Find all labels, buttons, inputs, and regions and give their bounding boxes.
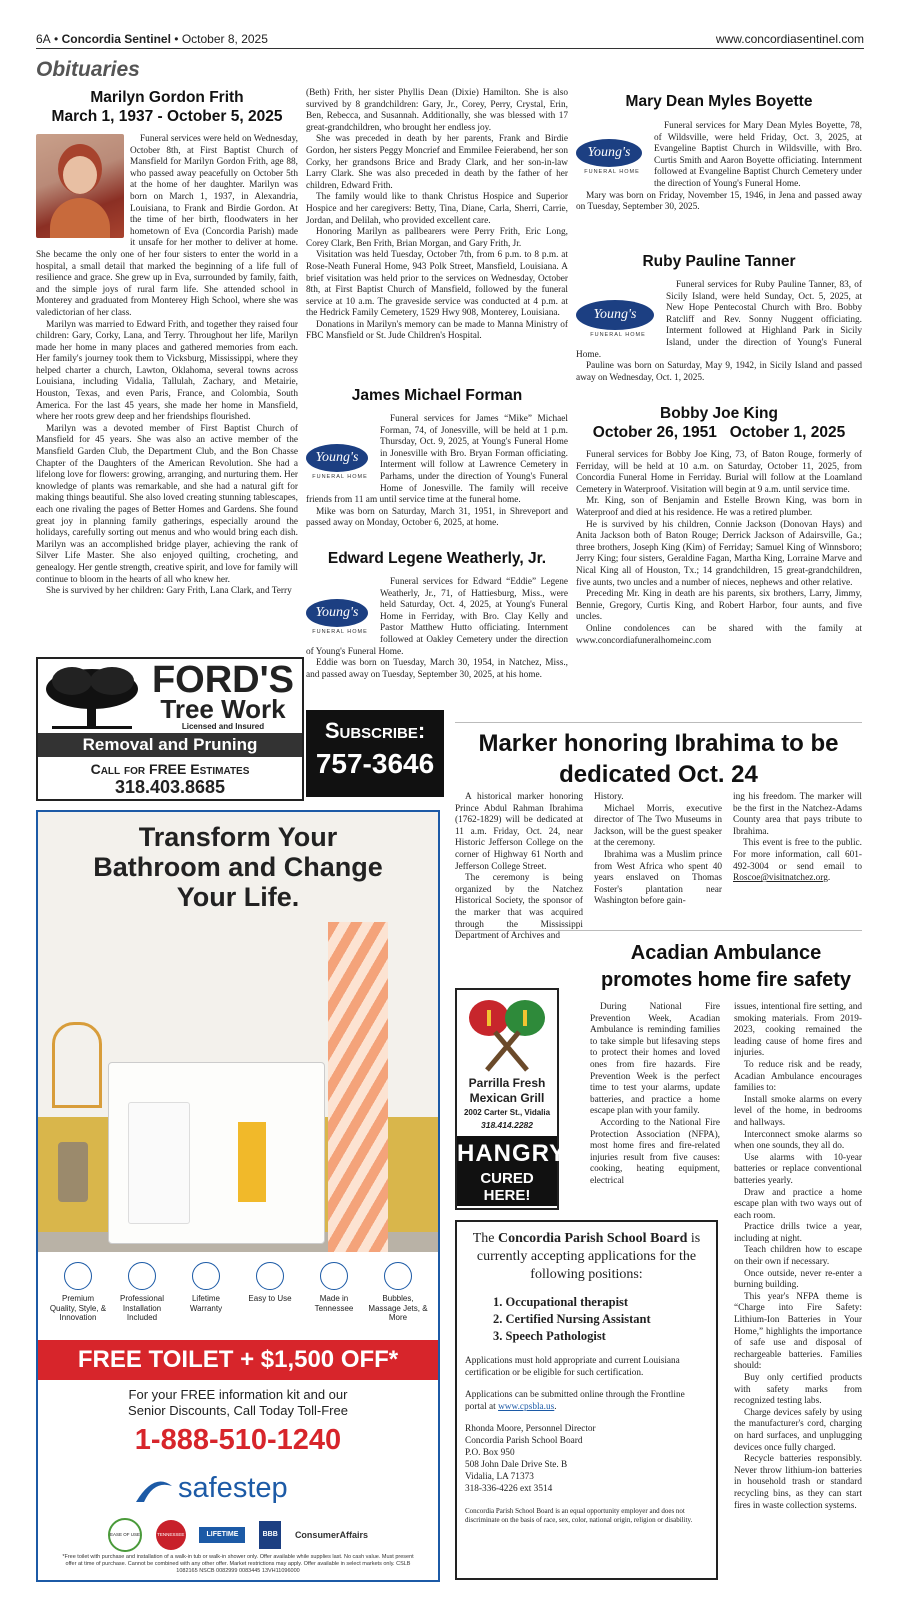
obit-paragraph: Mary was born on Friday, November 15, 1946, in Jena and passed away on Tuesday, September 30, 2025. [576, 190, 862, 213]
tree-icon [42, 663, 142, 731]
obit-paragraph: Mr. King, son of Benjamin and Estelle Brown King, was born in Waterproof and died at his residence. He was a retired plumber. [576, 496, 862, 518]
obit-paragraph: Preceding Mr. King in death are his parents, six brothers, Larry, Jimmy, Bennie, Gregory, Curtis King, and Robert Harbor, four aunts, and five uncles. [576, 589, 862, 623]
feature-item: Easy to Use [240, 1262, 300, 1323]
article-paragraph: Charge devices safely by using the manufacturer's cord, charging on hard surfaces, and unplugging devices once fully charged. [734, 1407, 862, 1453]
obit-title: Mary Dean Myles Boyette [625, 93, 813, 110]
obit-paragraph: Mike was born on Saturday, March 31, 1951, in Shreveport and passed away on Monday, October 6, 2025, at home. [306, 506, 568, 529]
fords-call-text: Call for FREE Estimates [90, 761, 250, 777]
bathtub-icon [384, 1262, 412, 1290]
marker-col-3: ing his freedom. The marker will be the first in the Natchez-Adams County area that pays tribute to Ibrahima. This event is free to the public. For more information, call 601-492-3004 or send email to Roscoe@visitnatchez.org. [733, 792, 862, 884]
youngs-funeral-logo: Young's FUNERAL HOME [306, 599, 374, 639]
obit-paragraph: Eddie was born on Tuesday, March 30, 1954, in Natchez, Miss., and passed away on Tuesday, September 30, 2025, at his home. [306, 658, 568, 680]
obit-paragraph: Funeral services for Ruby Pauline Tanner, 83, of Sicily Island, were held Sunday, Oct. 5, 2025, at New Hope Pentecostal Church with Bro. Bobby Ratcliff and Rev. Sonny Nuggent officiating. Interment followed at Highland Park in Sicily Island, under the direction of Young's Funeral Home. [576, 280, 862, 360]
feature-item: Lifetime Warranty [176, 1262, 236, 1323]
safestep-phone[interactable]: 1-888-510-1240 [134, 1424, 342, 1456]
positions-list [493, 1294, 708, 1345]
obit-king [576, 404, 862, 647]
article-paragraph: Buy only certified products with safety marks from recognized testing labs. [734, 1373, 862, 1407]
fords-tree-work-ad[interactable] [36, 657, 304, 801]
online-apply: Applications can be submitted online through the Frontline portal at www.cpsbla.us. [465, 1390, 685, 1412]
article-paragraph: This event is free to the public. For more information, call 601-492-3004 or send email to [733, 838, 862, 872]
obit-title: Marilyn Gordon Frith [90, 89, 244, 106]
feature-row [48, 1262, 428, 1323]
article-paragraph: Michael Morris, executive director of The Two Museums in Jackson, will be the guest speaker at the ceremony. [594, 803, 722, 849]
portrait-photo [36, 134, 124, 238]
page-header [36, 30, 864, 49]
fords-service-band: Removal and Pruning [38, 733, 302, 757]
obit-paragraph: Funeral services were held on Wednesday, October 8th, at First Baptist Church of Mansfield for Marilyn Gordon Frith, age 88, who passed away peacefully on October 5th at the home of her daughter. Marilyn was born on March 1, 1937, in Alexandria, Louisiana, to Frank and Birdie Gordon. At the time of her birth, floodwaters in her hometown of Eva (Concordia Parish) made it unsafe for her mother to deliver at home. She became the only one of her four sisters to enter the world in a hospital, a small detail that marked the beginning of a life full of resilience and grace. She grew up in Eva, surrounded by family, faith, and the simple joys of rural farm life. She attended school in Monterey and graduated from Monterey High School, where she was valedictorian of her class. [36, 134, 298, 318]
acadian-headline: Acadian Ambulance promotes home fire safety [600, 942, 852, 991]
eoe-statement: Concordia Parish School Board is an equal opportunity employer and does not discriminate on the basis of race, sex, color, national origin, religion or disability. [465, 1507, 693, 1524]
subscribe-ad[interactable] [306, 710, 444, 797]
email-link[interactable]: Roscoe@visitnatchez.org [733, 873, 828, 884]
obit-weatherly [306, 549, 568, 681]
marker-col-1 [455, 792, 583, 943]
thumbs-up-icon [256, 1262, 284, 1290]
position-item: 3. Speech Pathologist [493, 1329, 606, 1343]
divider [455, 930, 862, 931]
acadian-col-2 [734, 1002, 862, 1512]
swoosh-icon [134, 1476, 174, 1508]
feature-item: Bubbles, Massage Jets, & More [368, 1262, 428, 1323]
shower-curtain [328, 922, 388, 1252]
offer-banner: FREE TOILET + $1,500 OFF* [38, 1340, 438, 1380]
feature-item: Made in Tennessee [304, 1262, 364, 1323]
bbb-badge: BBB [259, 1521, 281, 1549]
parrilla-address: 2002 Carter St., Vidalia [463, 1108, 551, 1117]
article-paragraph: Interconnect smoke alarms so when one sounds, they all do. [734, 1129, 862, 1152]
portal-link[interactable]: www.cpsbla.us [498, 1402, 555, 1412]
article-paragraph: During National Fire Prevention Week, Acadian Ambulance is reminding families to take simple but lifesaving steps to protect their homes and loved ones from fire hazards. Fire Prevention Week is the perfect time to test your alarms, update batteries, and practice a home escape plan with your family. [590, 1002, 720, 1117]
safestep-ad[interactable] [36, 810, 440, 1582]
obit-title: James Michael Forman [351, 387, 523, 404]
wrench-icon [128, 1262, 156, 1290]
obit-boyette [576, 92, 862, 214]
obit-paragraph: She was preceded in death by her parents, Frank and Birdie Gordon, her sisters Peggy Moncrief and Emmilee Feierabend, her son Corky, her grandsons Brice and Brady Clark, and her son-in-law Larry Clark. She was also preceded in death by the father of her children, Edward Frith. [306, 134, 568, 191]
header-left: 6A • Concordia Sentinel • October 8, 2025 [36, 32, 268, 46]
obit-paragraph: He is survived by his children, Connie Jackson (Donovan Hays) and Anita Jackson both of Baton Rouge; Derrick Jackson of Adairsville, Ga.; three brothers, Joseph King (Kim) of Ferriday; Samuel King of Winnsboro; Jerry King; four sisters, Geraldine Fagan, Martha King, Lorraine Marve and Nical King all of Houston, Tx.; 14 grandchildren, 15 great-grandchildren, five aunts, two uncles and a number of nieces, nephews and other relative. [576, 519, 862, 588]
article-paragraph: Once outside, never re-enter a burning building. [734, 1268, 862, 1291]
article-paragraph: ing his freedom. The marker will be the first in the Natchez-Adams County area that pays tribute to Ibrahima. [733, 792, 862, 837]
fine-print: *Free toilet with purchase and installation of a walk-in tub or walk-in shower only. Offer available while supplies last. No cash value. Must present offer at time of purchase. Cannot be combined with any other offer. Market restrictions may apply. Offer available in select markets only. CSLB 1082165 NSCB 0082999 0083445 13VH11096000 [62, 1554, 414, 1574]
tennessee-map-icon [320, 1262, 348, 1290]
warranty-icon [192, 1262, 220, 1290]
school-board-ad [455, 1220, 718, 1580]
obit-paragraph: Donations in Marilyn's memory can be made to Manna Ministry of FBC Mansfield or St. Jude Children's Hospital. [306, 319, 568, 342]
parrilla-ad[interactable] [455, 988, 567, 1210]
parrilla-phone[interactable]: 318.414.2282 [481, 1120, 533, 1130]
obit-paragraph: Online condolences can be shared with the family at www.concordiafuneralhomeinc.com [576, 623, 862, 646]
obit-paragraph: Pauline was born on Saturday, May 9, 1942, in Sicily Island and passed away on Wednesday, Oct. 1, 2025. [576, 361, 862, 383]
article-paragraph: issues, intentional fire setting, and smoking materials. From 2019-2023, cooking remained the leading cause of home fires and injuries. [734, 1002, 862, 1059]
article-paragraph: Use alarms with 10-year batteries or replace conventional batteries yearly. [734, 1152, 862, 1186]
obit-paragraph: (Beth) Frith, her sister Phyllis Dean (Dixie) Hamilton. She is also survived by 8 grandchildren: Gary, Jr., Corey, Perry, Crystal, Erin, Ben, Rebecca, and Susannah. Additionally, she was blessed with 17 great-grandchildren, who brought her endless joy. [306, 88, 568, 133]
article-paragraph: History. [594, 792, 624, 802]
obit-paragraph: Honoring Marilyn as pallbearers were Perry Frith, Eric Long, Corey Clark, Ben Frith, Brian Morgan, and Gary Frith, Jr. [306, 227, 568, 249]
obit-paragraph: Visitation was held Tuesday, October 7th, from 6 p.m. to 8 p.m. at Rose-Neath Funeral Home, 943 Polk Street, Mansfield, Louisiana. A brief visitation was held prior to the services on Wednesday, October 8th, at First Baptist Church of Mansfield, followed by the funeral service at 10 a.m. The graveside service was conducted at 4 p.m. at the Hedrick Family Cemetery, 1529 Hwy 908, Monterey, Louisiana. [306, 250, 568, 319]
parrilla-slogan: HANGRY CURED HERE! [457, 1136, 557, 1206]
feature-item: Premium Quality, Style, & Innovation [48, 1262, 108, 1323]
safestep-logo: safestep [134, 1472, 344, 1512]
parrilla-name: Parrilla Fresh Mexican Grill [468, 1076, 546, 1105]
article-paragraph: The ceremony is being organized by the Natchez Historical Society, the sponsor of the marker that was acquired through the Mississippi Department of Archives and [455, 873, 583, 942]
position-item: 1. Occupational therapist [493, 1295, 629, 1309]
article-paragraph: Install smoke alarms on every level of the home, in bedrooms and hallways. [734, 1094, 862, 1128]
marker-headline: Marker honoring Ibrahima to be dedicated Oct. 24 [478, 730, 839, 788]
fords-name: FORD'S [151, 659, 295, 701]
article-paragraph: To reduce risk and be ready, Acadian Ambulance encourages families to: [734, 1059, 862, 1094]
article-paragraph: Ibrahima was a Muslim prince from West Africa who spent 40 years enslaved on Thomas Foster's plantation near Washington before gain- [594, 849, 722, 907]
info-text: For your FREE information kit and our Senior Discounts, Call Today Toll-Free [128, 1387, 348, 1418]
obit-dates: October 26, 1951 October 1, 2025 [592, 424, 846, 441]
ease-of-use-badge: EASE OF USE [108, 1518, 142, 1552]
obit-frith-continued [306, 88, 568, 343]
section-title: Obituaries [36, 58, 140, 81]
subscribe-label: Subscribe: [324, 718, 426, 743]
contact-block: Rhonda Moore, Personnel Director Concordia Parish School Board P.O. Box 950 508 John Dale Drive Ste. B Vidalia, LA 71373 318-336-4226 ext 3514 [465, 1424, 596, 1494]
obit-forman [306, 386, 568, 530]
lifetime-badge: LIFETIME [199, 1527, 245, 1543]
subscribe-phone[interactable]: 757-3646 [315, 748, 435, 779]
acadian-col-1 [590, 1002, 720, 1188]
fords-license: Licensed and Insured [181, 722, 265, 731]
youngs-funeral-logo: Young's FUNERAL HOME [306, 444, 374, 484]
fords-phone[interactable]: 318.403.8685 [114, 777, 226, 797]
position-item: 2. Certified Nursing Assistant [493, 1312, 651, 1326]
article-paragraph: Draw and practice a home escape plan with two ways out of each room. [734, 1187, 862, 1221]
obit-paragraph: The family would like to thank Christus Hospice and Superior Hospice and her caregivers: Betty, Tina, Diane, Carla, Sherri, Carrie, Jordan, and Delilah, who provided excellent care. [306, 192, 568, 226]
youngs-funeral-logo: Young's FUNERAL HOME [576, 139, 648, 179]
article-paragraph: This year's NFPA theme is “Charge into Fire Safety: Lithium-Ion Batteries in Your Home,” highlights the importance of safe use and disposal of rechargeable batteries. Families should: [734, 1291, 862, 1372]
article-paragraph: A historical marker honoring Prince Abdul Rahman Ibrahima (1762-1829) will be dedicated at 11 a.m. Friday, Oct. 24, near Historic Jefferson College on the corner of Highway 61 North and Jefferson College Street. [455, 792, 583, 872]
obit-dates: March 1, 1937 - October 5, 2025 [51, 108, 283, 125]
article-paragraph: According to the National Fire Protection Association (NFPA), most home fires and fire-related injuries result from five causes: cooking, heating equipment, electrical [590, 1117, 720, 1186]
safestep-headline: Transform Your Bathroom and Change Your Life. [93, 822, 383, 912]
maracas-icon [465, 994, 549, 1074]
article-paragraph: Teach children how to escape on their own if necessary. [734, 1245, 862, 1268]
school-intro: The Concordia Parish School Board is currently accepting applications for the following positions: [472, 1231, 701, 1282]
article-paragraph: Recycle batteries responsibly. Never throw lithium-ion batteries in household trash or standard recycling bins, as they can start fires in waste collection systems. [734, 1454, 862, 1511]
article-paragraph: Practice drills twice a year, including at night. [734, 1222, 862, 1244]
obit-paragraph: Marilyn was a devoted member of First Baptist Church of Mansfield for 45 years. She was also an active member of the Mansfield Garden Club, the Department Club, and the Bon Chasse Chapter of the Daughters of the American Revolution. She had a lifelong love for flowers: growing, arranging, and nurturing them. Her knowledge of plants was remarkable, and she had a natural gift for making things beautiful. She also loved creating stunning tablescapes, each one rivaling the pages of Better Homes and Gardens. She found great joy in planning family gatherings, especially around the holidays, carefully sorting out menus and who would bring each dish. Marilyn was an accomplished bridge player, achieving the rank of Silver Life Master. She also enjoyed quilting, crocheting, and genealogy. Her gentle strength, creative spirit, and love for family will continue to bloom in the hearts of all who knew her. [36, 423, 298, 585]
obit-title: Bobby Joe King [660, 405, 778, 422]
marker-col-2 [594, 792, 722, 908]
fords-tagline: Tree Work [160, 694, 286, 724]
obit-title: Ruby Pauline Tanner [642, 253, 796, 270]
badge-row [108, 1518, 368, 1552]
obit-paragraph: Marilyn was married to Edward Frith, and together they raised four children: Gary, Corky, Lana, and Terry. Throughout her life, Marilyn made her home in many places and gathered memories from each. Her family's journey took them to Vicksburg, Mississippi, where they helped charter a church, Lawton, Oklahoma, several towns across Louisiana, including Vidalia, Tallulah, Zachary, and Metairie, Houston, Texas, and even Paris, France, and Colombia, South America. For the last 45 years, she made her home in Mansfield, where her roots grew deep and her friendships flourished. [36, 319, 298, 423]
obit-frith [36, 88, 298, 598]
tennessee-badge: TENNESSEE [156, 1520, 186, 1550]
divider [455, 722, 862, 723]
obit-paragraph: Funeral services for Bobby Joe King, 73, of Baton Rouge, formerly of Ferriday, will be held at 10 a.m. on Saturday, October 11, 2025, from Concordia Funeral Home in Ferriday. Burial will follow at the Loamland Cemetery in Waterproof. Visitation will begin at 9 a.m. until service time. [576, 450, 862, 495]
quality-badge-icon [64, 1262, 92, 1290]
header-url[interactable]: www.concordiasentinel.com [715, 32, 864, 46]
consumer-affairs-badge: ConsumerAffairs [294, 1530, 368, 1540]
obit-paragraph: Funeral services for James “Mike” Michael Forman, 74, of Jonesville, will be held at 1 p.m. Thursday, Oct. 9, 2025, at Young's Funeral Home in Jonesville with Bro. Bryan Forman officiating. Interment will follow at Lawrence Cemetery in Parhams, under the direction of Young's Funeral Home of Jonesville. The family will receive friends from 11 am until service time at the funeral home. [306, 414, 568, 506]
obit-paragraph: Funeral services for Edward “Eddie” Legene Weatherly, Jr., 71, of Hattiesburg, Miss., were held Saturday, Oct. 4, 2025, at Young's Funeral Home in Ferriday, with Bro. Clay Kelly and Pastor Matthew Hutto officiating. Internment followed at Oakley Cemetery under the direction of Young's Funeral Home. [306, 577, 568, 657]
obit-title: Edward Legene Weatherly, Jr. [327, 550, 547, 567]
requirements: Applications must hold appropriate and current Louisiana certification or be eligible for such certification. [465, 1356, 680, 1378]
obit-tanner [576, 252, 862, 384]
obit-paragraph: Funeral services for Mary Dean Myles Boyette, 78, of Wildsville, were held Friday, Oct. 3, 2025, at Evangeline Baptist Church in Wildsville, with Bro. Curtis Smith and Aaron Boyette officiating. Internment followed at Evangeline Baptist Church Cemetery under the direction of Young's Funeral Home. [654, 121, 862, 189]
youngs-funeral-logo: Young's FUNERAL HOME [576, 300, 660, 342]
obit-paragraph: She is survived by her children: Gary Frith, Lana Clark, and Terry [46, 586, 292, 597]
feature-item: Professional Installation Included [112, 1262, 172, 1323]
